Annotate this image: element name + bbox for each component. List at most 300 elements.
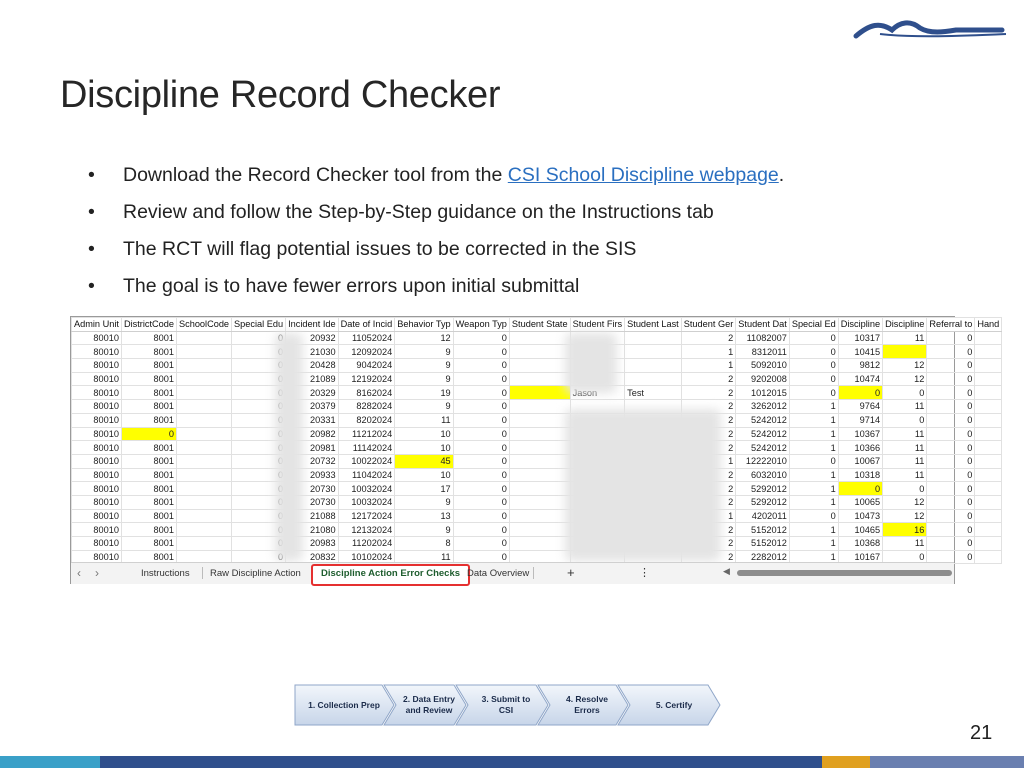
table-cell[interactable]: 11	[883, 537, 927, 551]
table-cell[interactable]: 8001	[121, 386, 176, 400]
table-cell[interactable]: 21030	[286, 345, 339, 359]
table-cell[interactable]: 9	[395, 400, 453, 414]
table-cell[interactable]: 0	[927, 495, 975, 509]
table-cell[interactable]: 3262012	[736, 400, 790, 414]
table-cell[interactable]: 20329	[286, 386, 339, 400]
table-cell[interactable]: 80010	[72, 509, 122, 523]
table-cell[interactable]	[625, 331, 682, 345]
table-cell[interactable]: 21088	[286, 509, 339, 523]
table-cell[interactable]: 1	[789, 537, 838, 551]
table-cell[interactable]	[975, 537, 1002, 551]
table-cell[interactable]: 0	[927, 454, 975, 468]
table-cell[interactable]: 12222010	[736, 454, 790, 468]
table-cell[interactable]: 0	[883, 386, 927, 400]
table-cell[interactable]	[975, 427, 1002, 441]
table-cell[interactable]	[176, 345, 231, 359]
table-cell[interactable]: 10	[395, 441, 453, 455]
table-cell[interactable]	[509, 386, 570, 400]
table-cell[interactable]: 2	[681, 427, 736, 441]
table-cell[interactable]: 2	[681, 468, 736, 482]
table-cell[interactable]: 10167	[838, 550, 882, 564]
table-cell[interactable]: 2	[681, 495, 736, 509]
table-cell[interactable]: 0	[838, 386, 882, 400]
table-row	[72, 359, 1002, 373]
table-cell[interactable]: 13	[395, 509, 453, 523]
table-cell[interactable]: 0	[789, 331, 838, 345]
table-cell[interactable]: 2	[681, 537, 736, 551]
table-cell[interactable]: 0	[789, 345, 838, 359]
table-cell[interactable]: 9	[395, 495, 453, 509]
table-cell[interactable]	[975, 468, 1002, 482]
table-cell[interactable]: 8162024	[338, 386, 395, 400]
step-2-label: 2. Data Entry and Review	[403, 694, 455, 715]
table-cell[interactable]	[625, 359, 682, 373]
table-cell[interactable]: 11	[883, 400, 927, 414]
table-cell[interactable]: 0	[927, 331, 975, 345]
table-cell[interactable]: 0	[789, 509, 838, 523]
bullet-text: The RCT will flag potential issues to be corrected in the SIS	[123, 238, 637, 260]
column-header[interactable]: Behavior Typ	[395, 318, 453, 332]
table-cell[interactable]: 0	[453, 331, 509, 345]
table-cell[interactable]: 12	[395, 331, 453, 345]
table-cell[interactable]: 0	[121, 427, 176, 441]
table-cell[interactable]: 0	[927, 372, 975, 386]
table-cell[interactable]: 80010	[72, 523, 122, 537]
table-cell[interactable]: 11	[883, 427, 927, 441]
table-cell[interactable]: 0	[453, 468, 509, 482]
table-cell[interactable]: 10465	[838, 523, 882, 537]
table-cell[interactable]: 0	[927, 482, 975, 496]
table-cell[interactable]: 2	[681, 331, 736, 345]
table-cell[interactable]	[509, 495, 570, 509]
table-cell[interactable]: 4202011	[736, 509, 790, 523]
table-cell[interactable]: 10102024	[338, 550, 395, 564]
table-cell[interactable]	[509, 482, 570, 496]
table-cell[interactable]: 0	[453, 509, 509, 523]
table-cell[interactable]: 12	[883, 359, 927, 373]
table-cell[interactable]: 0	[453, 441, 509, 455]
table-cell[interactable]: 80010	[72, 345, 122, 359]
table-cell[interactable]: 8001	[121, 400, 176, 414]
table-cell[interactable]: 5242012	[736, 413, 790, 427]
table-row	[72, 372, 1002, 386]
table-cell[interactable]: 10473	[838, 509, 882, 523]
table-cell[interactable]: 1	[681, 345, 736, 359]
table-cell[interactable]: 16	[883, 523, 927, 537]
table-cell[interactable]	[509, 468, 570, 482]
table-cell[interactable]: 8001	[121, 331, 176, 345]
table-cell[interactable]: 10474	[838, 372, 882, 386]
table-cell[interactable]: 1012015	[736, 386, 790, 400]
table-cell[interactable]: 2	[681, 372, 736, 386]
table-cell[interactable]: 1	[789, 468, 838, 482]
table-cell[interactable]	[883, 345, 927, 359]
table-cell[interactable]: 0	[453, 523, 509, 537]
table-cell[interactable]	[176, 331, 231, 345]
table-cell[interactable]: 8001	[121, 454, 176, 468]
column-header[interactable]: SchoolCode	[176, 318, 231, 332]
table-cell[interactable]	[176, 468, 231, 482]
table-cell[interactable]: 2282012	[736, 550, 790, 564]
table-cell[interactable]: 8001	[121, 537, 176, 551]
table-cell[interactable]: 20983	[286, 537, 339, 551]
page-number: 21	[970, 722, 993, 744]
table-cell[interactable]: 0	[453, 427, 509, 441]
table-cell[interactable]	[176, 372, 231, 386]
table-cell[interactable]: 1	[789, 550, 838, 564]
table-cell[interactable]: 12192024	[338, 372, 395, 386]
table-cell[interactable]: 80010	[72, 441, 122, 455]
table-cell[interactable]: 9812	[838, 359, 882, 373]
table-cell[interactable]: 8001	[121, 482, 176, 496]
table-cell[interactable]	[176, 427, 231, 441]
column-header[interactable]: Student State	[509, 318, 570, 332]
table-cell[interactable]: 0	[927, 537, 975, 551]
table-cell[interactable]: 80010	[72, 386, 122, 400]
table-cell[interactable]: 8001	[121, 468, 176, 482]
table-cell[interactable]: 10318	[838, 468, 882, 482]
table-cell[interactable]: 1	[789, 413, 838, 427]
table-cell[interactable]: 80010	[72, 372, 122, 386]
table-cell[interactable]: 10032024	[338, 495, 395, 509]
table-cell[interactable]	[509, 331, 570, 345]
tab-raw-discipline-action[interactable]: Raw Discipline Action	[210, 568, 301, 579]
tab-data-overview[interactable]: Data Overview	[467, 568, 530, 579]
table-cell[interactable]: 9	[395, 345, 453, 359]
table-cell[interactable]	[975, 454, 1002, 468]
table-cell[interactable]: 10065	[838, 495, 882, 509]
table-cell[interactable]: 11	[395, 550, 453, 564]
table-cell[interactable]: 8001	[121, 550, 176, 564]
table-cell[interactable]: 20331	[286, 413, 339, 427]
scroll-left-icon[interactable]: ◀	[723, 566, 730, 576]
table-cell[interactable]: 20428	[286, 359, 339, 373]
table-cell[interactable]: 9	[395, 372, 453, 386]
table-cell[interactable]: 1	[681, 509, 736, 523]
table-cell[interactable]	[176, 495, 231, 509]
table-cell[interactable]: 5292012	[736, 482, 790, 496]
table-cell[interactable]: 1	[681, 454, 736, 468]
table-cell[interactable]: 80010	[72, 331, 122, 345]
table-cell[interactable]: 20730	[286, 495, 339, 509]
table-cell[interactable]	[176, 523, 231, 537]
table-cell[interactable]: 20379	[286, 400, 339, 414]
table-cell[interactable]: 10367	[838, 427, 882, 441]
column-header[interactable]: Student Ger	[681, 318, 736, 332]
table-cell[interactable]	[509, 413, 570, 427]
bullet-glyph: •	[88, 238, 95, 260]
table-cell[interactable]: 1	[681, 359, 736, 373]
add-sheet-icon[interactable]: +	[567, 565, 575, 580]
table-cell[interactable]: 0	[927, 413, 975, 427]
table-row	[72, 468, 1002, 482]
table-cell[interactable]: 0	[453, 386, 509, 400]
table-cell[interactable]: 1	[789, 495, 838, 509]
table-cell[interactable]: 0	[927, 509, 975, 523]
table-cell[interactable]	[509, 509, 570, 523]
table-cell[interactable]: 10368	[838, 537, 882, 551]
table-cell[interactable]: 10317	[838, 331, 882, 345]
table-cell[interactable]: 21089	[286, 372, 339, 386]
table-cell[interactable]: 8	[395, 537, 453, 551]
table-cell[interactable]: 12	[883, 509, 927, 523]
table-cell[interactable]: 8282024	[338, 400, 395, 414]
table-cell[interactable]: 8001	[121, 359, 176, 373]
table-cell[interactable]	[509, 537, 570, 551]
table-cell[interactable]: 0	[453, 400, 509, 414]
prev-sheet-icon[interactable]: ‹	[77, 566, 81, 580]
scrollbar-thumb[interactable]	[737, 570, 952, 576]
table-cell[interactable]: 1	[789, 523, 838, 537]
more-options-icon[interactable]: ⋮	[639, 567, 650, 579]
process-steps	[294, 683, 724, 727]
table-cell[interactable]	[975, 482, 1002, 496]
table-cell[interactable]: 9764	[838, 400, 882, 414]
table-cell[interactable]: 0	[927, 550, 975, 564]
table-cell[interactable]: 80010	[72, 550, 122, 564]
column-header[interactable]: Date of Incid	[338, 318, 395, 332]
table-cell[interactable]: 9042024	[338, 359, 395, 373]
table-cell[interactable]: 20832	[286, 550, 339, 564]
table-cell[interactable]: 10	[395, 427, 453, 441]
table-cell[interactable]: 12092024	[338, 345, 395, 359]
table-cell[interactable]: 11	[883, 441, 927, 455]
table-cell[interactable]: 20981	[286, 441, 339, 455]
tab-instructions[interactable]: Instructions	[141, 568, 190, 579]
table-cell[interactable]	[176, 386, 231, 400]
table-cell[interactable]: 8001	[121, 523, 176, 537]
column-header[interactable]: Incident Ide	[286, 318, 339, 332]
table-cell[interactable]	[176, 482, 231, 496]
table-cell[interactable]: 0	[453, 413, 509, 427]
table-cell[interactable]: 10032024	[338, 482, 395, 496]
table-cell[interactable]: 80010	[72, 495, 122, 509]
table-cell[interactable]	[625, 372, 682, 386]
table-cell[interactable]: 5092010	[736, 359, 790, 373]
table-cell[interactable]: 0	[927, 427, 975, 441]
table-cell[interactable]	[625, 345, 682, 359]
table-cell[interactable]	[509, 345, 570, 359]
table-cell[interactable]: 2	[681, 482, 736, 496]
table-cell[interactable]: 80010	[72, 482, 122, 496]
table-cell[interactable]: 12132024	[338, 523, 395, 537]
column-header[interactable]: Hand	[975, 318, 1002, 332]
table-cell[interactable]: 0	[838, 482, 882, 496]
table-cell[interactable]	[176, 454, 231, 468]
table-cell[interactable]: 0	[453, 495, 509, 509]
table-cell[interactable]: 6032010	[736, 468, 790, 482]
table-cell[interactable]: 20732	[286, 454, 339, 468]
table-cell[interactable]: 8001	[121, 495, 176, 509]
table-cell[interactable]	[975, 509, 1002, 523]
table-cell[interactable]: 0	[453, 345, 509, 359]
table-cell[interactable]: 0	[453, 537, 509, 551]
table-cell[interactable]	[509, 359, 570, 373]
table-cell[interactable]: 0	[927, 400, 975, 414]
table-cell[interactable]	[975, 523, 1002, 537]
table-cell[interactable]	[176, 441, 231, 455]
table-cell[interactable]: 11	[883, 468, 927, 482]
table-cell[interactable]: 2	[681, 413, 736, 427]
column-header[interactable]: DistrictCode	[121, 318, 176, 332]
table-cell[interactable]: 20933	[286, 468, 339, 482]
horizontal-scrollbar[interactable]	[729, 570, 949, 576]
table-cell[interactable]: 20730	[286, 482, 339, 496]
table-cell[interactable]: 11052024	[338, 331, 395, 345]
table-cell[interactable]	[176, 537, 231, 551]
table-cell[interactable]: 11	[883, 331, 927, 345]
column-header[interactable]: Student Dat	[736, 318, 790, 332]
table-cell[interactable]	[509, 427, 570, 441]
table-cell[interactable]: 21080	[286, 523, 339, 537]
next-sheet-icon[interactable]: ›	[95, 566, 99, 580]
table-cell[interactable]	[975, 495, 1002, 509]
table-cell[interactable]	[975, 372, 1002, 386]
table-cell[interactable]: 80010	[72, 427, 122, 441]
table-cell[interactable]: 8001	[121, 441, 176, 455]
table-cell[interactable]: 10	[395, 468, 453, 482]
column-header[interactable]: Discipline	[883, 318, 927, 332]
table-cell[interactable]	[509, 441, 570, 455]
table-cell[interactable]: 9	[395, 523, 453, 537]
table-cell[interactable]: 1	[789, 427, 838, 441]
table-cell[interactable]	[975, 345, 1002, 359]
table-cell[interactable]: 9	[395, 359, 453, 373]
table-cell[interactable]: 0	[453, 550, 509, 564]
table-cell[interactable]: 0	[927, 345, 975, 359]
csi-discipline-webpage-link[interactable]: CSI School Discipline webpage	[507, 164, 779, 186]
table-cell[interactable]: 9714	[838, 413, 882, 427]
table-cell[interactable]: 2	[681, 523, 736, 537]
table-cell[interactable]: 12172024	[338, 509, 395, 523]
table-cell[interactable]	[975, 441, 1002, 455]
table-cell[interactable]: 5292012	[736, 495, 790, 509]
table-cell[interactable]: 0	[927, 386, 975, 400]
table-cell[interactable]	[975, 400, 1002, 414]
table-cell[interactable]: 0	[453, 454, 509, 468]
table-cell[interactable]: 20932	[286, 331, 339, 345]
table-cell[interactable]	[176, 413, 231, 427]
table-cell[interactable]: 2	[681, 400, 736, 414]
table-cell[interactable]: 0	[927, 441, 975, 455]
table-cell[interactable]	[509, 454, 570, 468]
table-cell[interactable]: 8001	[121, 509, 176, 523]
table-cell[interactable]: 5242012	[736, 441, 790, 455]
table-cell[interactable]: Test	[625, 386, 682, 400]
table-cell[interactable]: 11042024	[338, 468, 395, 482]
table-cell[interactable]: 0	[927, 523, 975, 537]
table-cell[interactable]: 8312011	[736, 345, 790, 359]
table-cell[interactable]: 80010	[72, 359, 122, 373]
table-cell[interactable]: 45	[395, 454, 453, 468]
table-cell[interactable]	[509, 400, 570, 414]
table-cell[interactable]: 10067	[838, 454, 882, 468]
column-header[interactable]: Admin Unit	[72, 318, 122, 332]
column-header[interactable]: Discipline	[838, 318, 882, 332]
table-cell[interactable]: 8202024	[338, 413, 395, 427]
table-cell[interactable]	[509, 523, 570, 537]
column-header[interactable]: Student Firs	[570, 318, 625, 332]
table-cell[interactable]: 0	[883, 482, 927, 496]
column-header[interactable]: Special Ed	[789, 318, 838, 332]
bullet-glyph: •	[88, 164, 95, 186]
table-cell[interactable]: 11	[883, 454, 927, 468]
table-cell[interactable]: 11	[395, 413, 453, 427]
table-cell[interactable]	[176, 400, 231, 414]
table-cell[interactable]: 2	[681, 386, 736, 400]
tab-discipline-action-error-checks[interactable]: Discipline Action Error Checks	[311, 564, 470, 586]
table-cell[interactable]: 11142024	[338, 441, 395, 455]
bullet-glyph: •	[88, 275, 95, 297]
footer-segment	[822, 756, 870, 768]
table-cell[interactable]	[975, 331, 1002, 345]
table-cell[interactable]	[975, 386, 1002, 400]
table-cell[interactable]: 0	[883, 550, 927, 564]
table-cell[interactable]: 11202024	[338, 537, 395, 551]
table-cell[interactable]: 1	[789, 400, 838, 414]
table-cell[interactable]: 0	[927, 359, 975, 373]
table-cell[interactable]: 80010	[72, 413, 122, 427]
column-header[interactable]: Special Edu	[232, 318, 286, 332]
table-cell[interactable]: 8001	[121, 345, 176, 359]
table-cell[interactable]: 10366	[838, 441, 882, 455]
table-cell[interactable]: 1	[789, 441, 838, 455]
table-cell[interactable]: 0	[927, 468, 975, 482]
table-cell[interactable]: 12	[883, 495, 927, 509]
table-cell[interactable]	[975, 359, 1002, 373]
column-header[interactable]: Referral to	[927, 318, 975, 332]
table-cell[interactable]: 5152012	[736, 523, 790, 537]
table-cell[interactable]: 0	[883, 413, 927, 427]
table-cell[interactable]: 80010	[72, 400, 122, 414]
table-cell[interactable]: 0	[789, 372, 838, 386]
table-cell[interactable]: 0	[789, 454, 838, 468]
table-cell[interactable]: 11082007	[736, 331, 790, 345]
table-cell[interactable]: 80010	[72, 454, 122, 468]
table-cell[interactable]: 10022024	[338, 454, 395, 468]
table-cell[interactable]	[975, 413, 1002, 427]
table-cell[interactable]: 80010	[72, 468, 122, 482]
table-cell[interactable]: 12	[883, 372, 927, 386]
table-cell[interactable]: 2	[681, 441, 736, 455]
table-cell[interactable]: 10415	[838, 345, 882, 359]
table-cell[interactable]: 9202008	[736, 372, 790, 386]
table-cell[interactable]: 8001	[121, 413, 176, 427]
table-cell[interactable]: 20982	[286, 427, 339, 441]
table-cell[interactable]: 11212024	[338, 427, 395, 441]
spreadsheet-grid	[71, 317, 1000, 563]
table-cell[interactable]: 1	[789, 482, 838, 496]
table-cell[interactable]: 0	[789, 359, 838, 373]
table-cell[interactable]	[509, 372, 570, 386]
table-cell[interactable]: 0	[453, 359, 509, 373]
table-cell[interactable]: 2	[681, 550, 736, 564]
table-cell[interactable]: 0	[789, 386, 838, 400]
table-cell[interactable]: 0	[453, 372, 509, 386]
column-header[interactable]: Student Last	[625, 318, 682, 332]
table-cell[interactable]: 5242012	[736, 427, 790, 441]
table-cell[interactable]: 5152012	[736, 537, 790, 551]
table-cell[interactable]	[176, 509, 231, 523]
column-header[interactable]: Weapon Typ	[453, 318, 509, 332]
table-cell[interactable]: 0	[453, 482, 509, 496]
table-cell[interactable]	[176, 359, 231, 373]
table-cell[interactable]: 17	[395, 482, 453, 496]
table-cell[interactable]: 8001	[121, 372, 176, 386]
table-cell[interactable]: 19	[395, 386, 453, 400]
table-cell[interactable]	[975, 550, 1002, 564]
table-cell[interactable]: 80010	[72, 537, 122, 551]
